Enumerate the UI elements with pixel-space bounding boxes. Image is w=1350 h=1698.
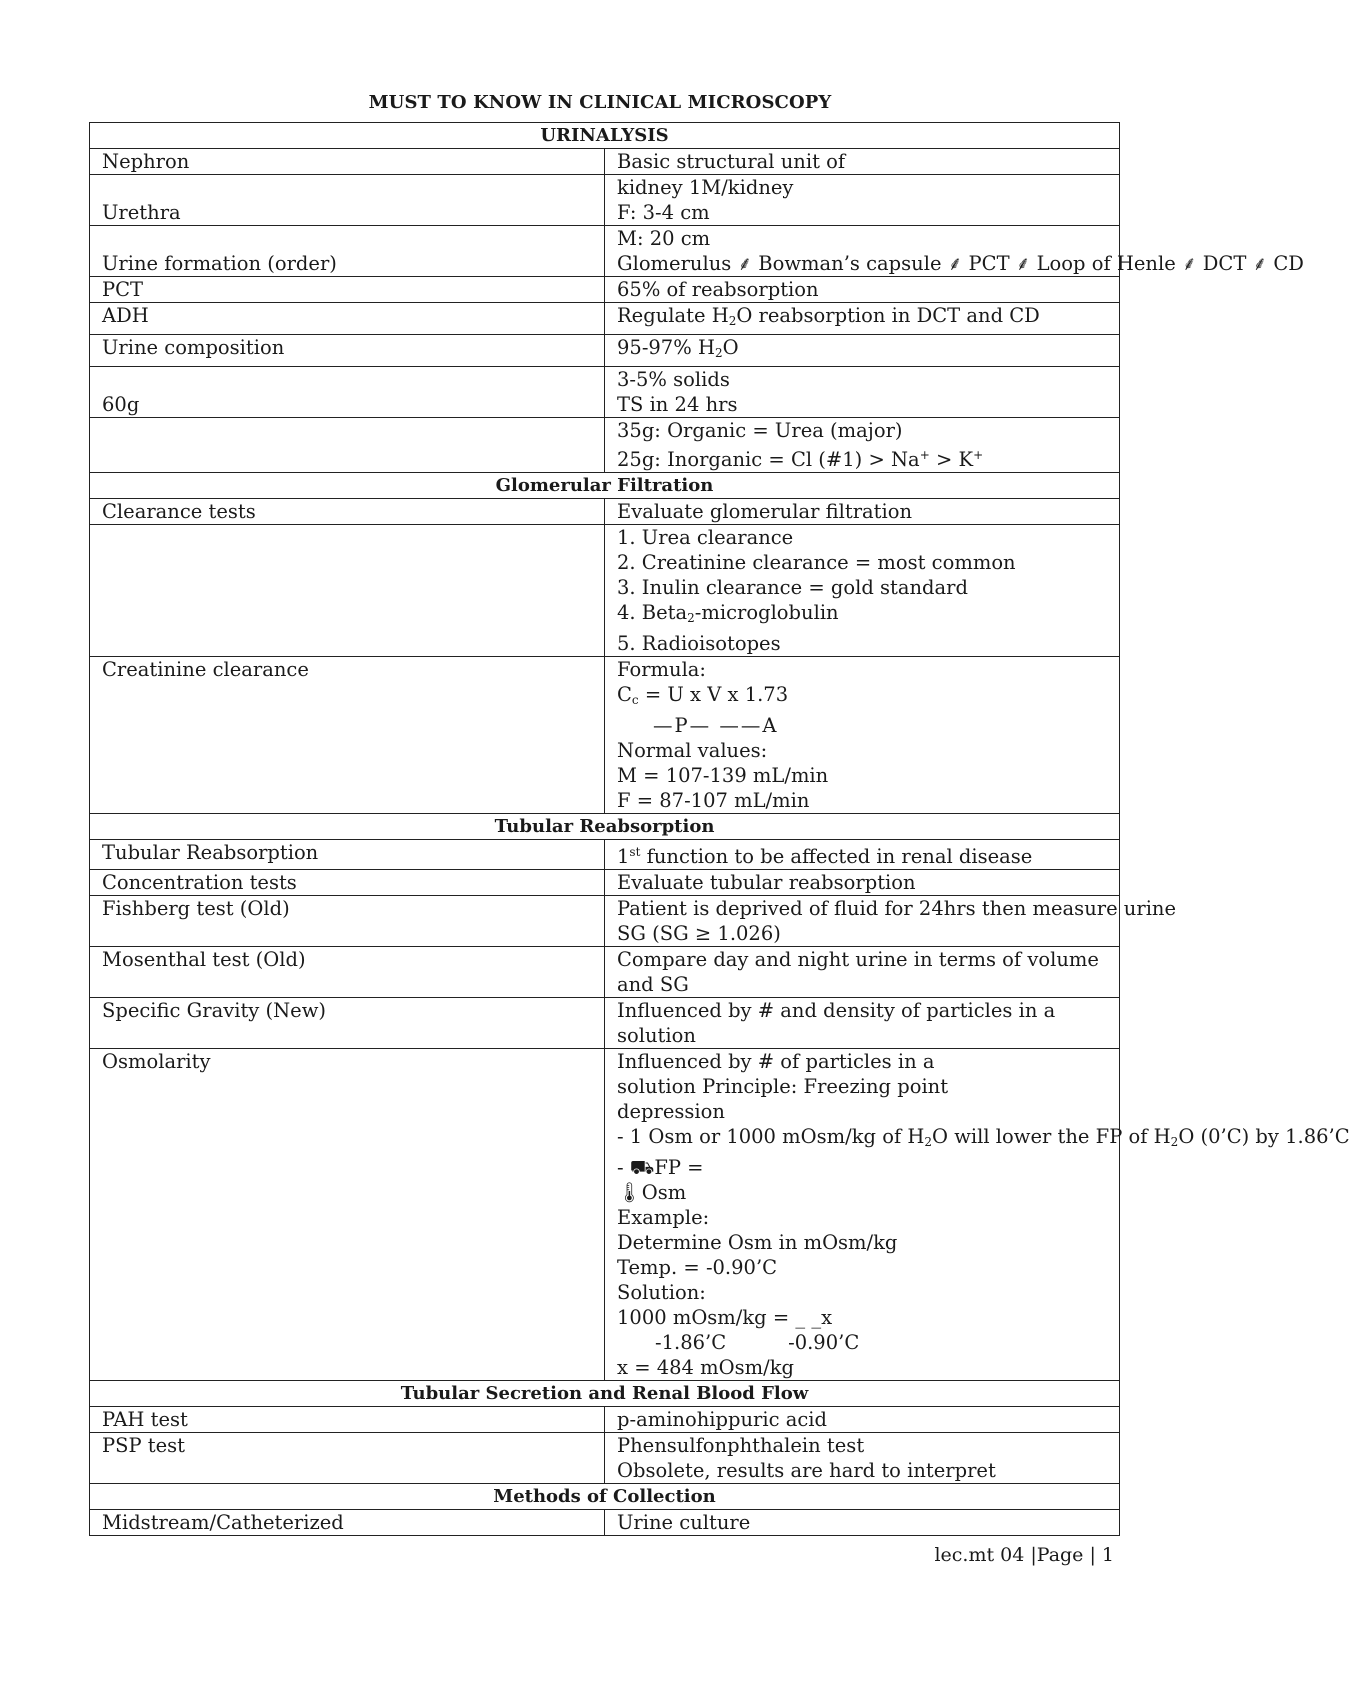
term-cell: PCT xyxy=(90,277,605,303)
section-row xyxy=(90,473,1120,499)
definition-text: 4. Beta xyxy=(617,601,688,624)
section-row xyxy=(90,123,1120,149)
definition-line: TS in 24 hrs xyxy=(617,393,738,416)
subscript: c xyxy=(631,693,639,707)
term-text: Urethra xyxy=(102,201,181,224)
formula-denominator: —P— ——A xyxy=(653,714,779,737)
section-heading-tubular-reabsorption: Tubular Reabsorption xyxy=(90,814,1120,840)
definition-line: 3-5% solids xyxy=(617,368,730,391)
subscript: 2 xyxy=(687,611,695,625)
definition-line: 35g: Organic = Urea (major) xyxy=(617,419,903,442)
definition-line: F: 3-4 cm xyxy=(617,201,710,224)
normal-values-label: Normal values: xyxy=(617,739,768,762)
definition-cell xyxy=(605,1049,1350,1381)
definition-text: O reabsorption in DCT and CD xyxy=(736,304,1040,327)
definition-text: -microglobulin xyxy=(694,601,839,624)
definition-line: Influenced by # of particles in a xyxy=(617,1050,935,1073)
term-cell: Tubular Reabsorption xyxy=(90,840,605,870)
urinalysis-table xyxy=(89,122,1350,1536)
table-row xyxy=(90,335,1120,367)
definition-line: M: 20 cm xyxy=(617,227,711,250)
subscript: 2 xyxy=(1170,1135,1179,1149)
table-row xyxy=(90,418,1120,473)
term-cell: Urine composition xyxy=(90,335,605,367)
term-cell: Concentration tests xyxy=(90,870,605,896)
definition-line: 🌡Osm xyxy=(617,1181,687,1204)
definition-line: Solution: xyxy=(617,1281,706,1304)
table-row xyxy=(90,367,1120,418)
definition-cell: Evaluate tubular reabsorption xyxy=(605,870,1120,896)
table-row xyxy=(90,303,1120,335)
definition-line: Determine Osm in mOsm/kg xyxy=(617,1231,898,1254)
definition-text: 25g: Inorganic = Cl (#1) > Na xyxy=(617,448,920,471)
definition-cell: p-aminohippuric acid xyxy=(605,1407,1120,1433)
definition-text: 1 xyxy=(617,845,630,868)
definition-text: Regulate H xyxy=(617,304,729,327)
table-row xyxy=(90,226,1120,277)
definition-text: O (0’C) by 1.86’C xyxy=(1178,1125,1350,1148)
definition-cell xyxy=(605,525,1120,657)
table-row xyxy=(90,870,1120,896)
definition-line: Example: xyxy=(617,1206,710,1229)
definition-line: SG (SG ≥ 1.026) xyxy=(617,922,781,945)
superscript: + xyxy=(973,448,984,462)
table-row xyxy=(90,175,1120,226)
term-cell: Nephron xyxy=(90,149,605,175)
table-row xyxy=(90,947,1120,998)
term-cell xyxy=(90,525,605,657)
term-cell: ADH xyxy=(90,303,605,335)
definition-cell xyxy=(605,335,1120,367)
table-row xyxy=(90,1510,1120,1536)
term-cell: Osmolarity xyxy=(90,1049,605,1381)
term-cell: PSP test xyxy=(90,1433,605,1484)
definition-line: solution Principle: Freezing point xyxy=(617,1075,949,1098)
definition-line: Obsolete, results are hard to interpret xyxy=(617,1459,996,1482)
definition-cell: Influenced by # and density of particles in a solution xyxy=(605,998,1120,1049)
definition-cell: Evaluate glomerular filtration xyxy=(605,499,1120,525)
section-heading-urinalysis: URINALYSIS xyxy=(90,123,1120,149)
table-row xyxy=(90,840,1120,870)
term-cell: Clearance tests xyxy=(90,499,605,525)
section-row xyxy=(90,814,1120,840)
definition-cell xyxy=(605,303,1120,335)
definition-line: Patient is deprived of fluid for 24hrs then measure urine xyxy=(617,897,1177,920)
definition-text: C xyxy=(617,683,632,706)
definition-cell: Compare day and night urine in terms of volume and SG xyxy=(605,947,1120,998)
definition-line xyxy=(617,1124,1350,1155)
definition-text: O will lower the FP of H xyxy=(932,1125,1171,1148)
table-row xyxy=(90,657,1120,814)
term-cell: Fishberg test (Old) xyxy=(90,896,605,947)
formula-line xyxy=(617,682,1107,713)
table-row xyxy=(90,1433,1120,1484)
term-cell xyxy=(90,175,605,226)
section-heading-tubular-secretion: Tubular Secretion and Renal Blood Flow xyxy=(90,1381,1120,1407)
document-title: MUST TO KNOW IN CLINICAL MICROSCOPY xyxy=(368,92,832,113)
definition-line xyxy=(617,443,1107,472)
list-item xyxy=(617,600,1107,631)
term-cell xyxy=(90,367,605,418)
superscript: + xyxy=(919,448,930,462)
definition-line: Phensulfonphthalein test xyxy=(617,1434,865,1457)
definition-cell xyxy=(605,657,1120,814)
subscript: 2 xyxy=(714,346,723,360)
term-cell xyxy=(90,226,605,277)
definition-text: function to be affected in renal disease xyxy=(640,845,1033,868)
table-row xyxy=(90,1407,1120,1433)
term-text: Urine formation (order) xyxy=(102,252,337,275)
definition-cell xyxy=(605,367,1120,418)
term-cell: Specific Gravity (New) xyxy=(90,998,605,1049)
list-item: 1. Urea clearance xyxy=(617,526,794,549)
table-row xyxy=(90,998,1120,1049)
definition-cell: 65% of reabsorption xyxy=(605,277,1120,303)
definition-text: - 1 Osm or 1000 mOsm/kg of H xyxy=(617,1125,925,1148)
list-item: 2. Creatinine clearance = most common xyxy=(617,551,1016,574)
definition-cell: Urine culture xyxy=(605,1510,1120,1536)
definition-cell xyxy=(605,1433,1120,1484)
definition-line: - ⛟FP = xyxy=(617,1156,704,1179)
definition-cell xyxy=(605,896,1177,947)
term-text: 60g xyxy=(102,393,140,416)
superscript: st xyxy=(629,845,641,859)
table-row xyxy=(90,499,1120,525)
formula-label: Formula: xyxy=(617,658,707,681)
definition-line: -1.86’C -0.90’C xyxy=(655,1331,860,1354)
table-row xyxy=(90,1049,1120,1381)
definition-line: Temp. = -0.90’C xyxy=(617,1256,778,1279)
definition-text: = U x V x 1.73 xyxy=(638,683,789,706)
list-item: 3. Inulin clearance = gold standard xyxy=(617,576,968,599)
definition-cell xyxy=(605,226,1304,277)
list-item: 5. Radioisotopes xyxy=(617,632,781,655)
definition-cell: Basic structural unit of xyxy=(605,149,1120,175)
definition-line: x = 484 mOsm/kg xyxy=(617,1356,794,1379)
page-footer: lec.mt 04 |Page | 1 xyxy=(934,1544,1114,1566)
definition-text: 95-97% H xyxy=(617,336,715,359)
definition-text: > K xyxy=(929,448,974,471)
term-cell: Mosenthal test (Old) xyxy=(90,947,605,998)
definition-line: Glomerulus ⸙ Bowman’s capsule ⸙ PCT ⸙ Loop of Henle ⸙ DCT ⸙ CD xyxy=(617,252,1304,275)
section-heading-glomerular-filtration: Glomerular Filtration xyxy=(90,473,1120,499)
term-cell: Creatinine clearance xyxy=(90,657,605,814)
definition-cell xyxy=(605,840,1120,870)
definition-cell xyxy=(605,175,1120,226)
term-cell: Midstream/Catheterized xyxy=(90,1510,605,1536)
table-row xyxy=(90,277,1120,303)
definition-line: kidney 1M/kidney xyxy=(617,176,794,199)
term-cell xyxy=(90,418,605,473)
definition-line: depression xyxy=(617,1100,725,1123)
definition-cell xyxy=(605,418,1120,473)
section-heading-methods-of-collection: Methods of Collection xyxy=(90,1484,1120,1510)
normal-value-male: M = 107-139 mL/min xyxy=(617,764,829,787)
normal-value-female: F = 87-107 mL/min xyxy=(617,789,810,812)
section-row xyxy=(90,1381,1120,1407)
table-row xyxy=(90,525,1120,657)
subscript: 2 xyxy=(924,1135,933,1149)
table-row xyxy=(90,149,1120,175)
definition-text: O xyxy=(722,336,739,359)
term-cell: PAH test xyxy=(90,1407,605,1433)
table-row xyxy=(90,896,1120,947)
section-row xyxy=(90,1484,1120,1510)
subscript: 2 xyxy=(728,314,737,328)
definition-line: 1000 mOsm/kg = _ _x xyxy=(617,1306,833,1329)
